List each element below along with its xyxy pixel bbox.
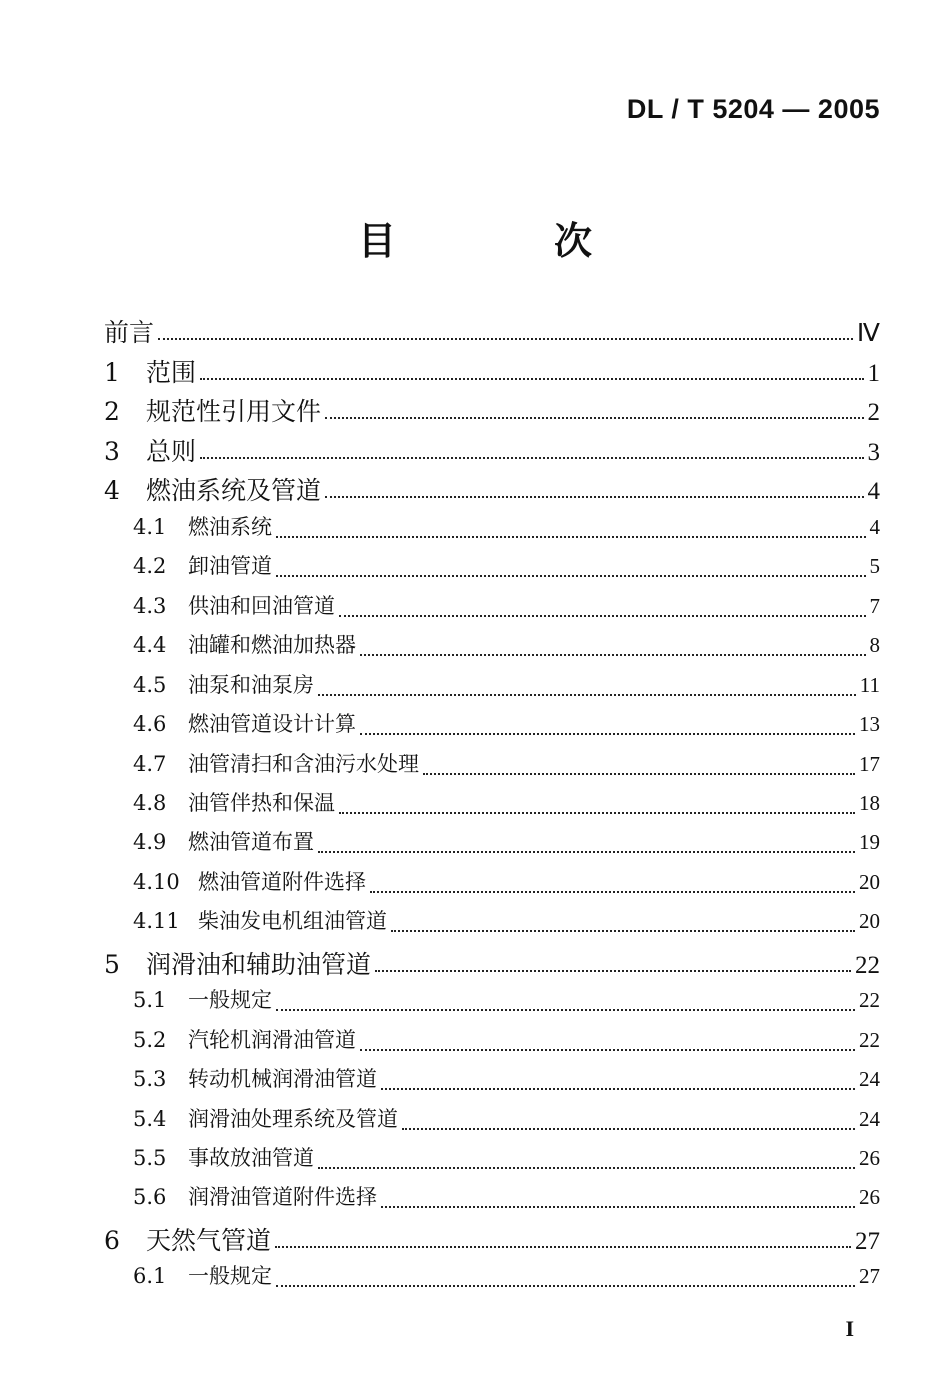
leader-dots [339, 615, 866, 617]
leader-dots [276, 1009, 855, 1011]
toc-entry-page: 18 [859, 791, 880, 815]
toc-entry[interactable] [133, 1181, 880, 1220]
toc-entry-number: 5.2 [133, 1028, 167, 1052]
toc-entry[interactable] [133, 669, 880, 708]
toc-title: 目 次 [357, 219, 652, 263]
toc-entry-number: 5.1 [133, 988, 167, 1012]
toc-entry-page: 2 [867, 399, 880, 426]
toc-entry-title: 柴油发电机组油管道 [198, 909, 387, 933]
toc-entry-page: 3 [867, 439, 880, 466]
toc-entry-number: 1 [104, 358, 120, 387]
toc-entry-number: 5.6 [133, 1185, 167, 1209]
toc-entry-title: 油管伴热和保温 [188, 791, 335, 815]
toc-entry[interactable] [104, 353, 880, 392]
toc-entry-page: 22 [855, 952, 880, 979]
toc-entry-page: 24 [859, 1107, 880, 1131]
toc-entry-title: 卸油管道 [188, 554, 272, 578]
toc-entry-title: 事故放油管道 [188, 1146, 314, 1170]
toc-entry[interactable] [104, 313, 880, 352]
leader-dots [381, 1206, 855, 1208]
toc-entry-title: 汽轮机润滑油管道 [188, 1028, 356, 1052]
toc-entry-page: Ⅳ [856, 320, 880, 347]
toc-entry-page: 4 [867, 478, 880, 505]
toc-entry[interactable] [133, 866, 880, 905]
toc-entry-number: 6 [104, 1226, 120, 1255]
toc-entry-title: 润滑油管道附件选择 [188, 1185, 377, 1209]
leader-dots [318, 694, 856, 696]
toc-entry-number: 2 [104, 397, 120, 426]
leader-dots [375, 970, 851, 972]
leader-dots [200, 457, 863, 459]
leader-dots [360, 654, 866, 656]
toc-entry-number: 4.10 [133, 870, 180, 894]
toc-entry-title: 油泵和油泵房 [188, 673, 314, 697]
leader-dots [423, 773, 855, 775]
toc-entry-number: 5.4 [133, 1107, 167, 1131]
leader-dots [276, 575, 866, 577]
toc-entry-number: 4.8 [133, 791, 167, 815]
toc-entry-number: 4.9 [133, 830, 167, 854]
toc-entry[interactable] [133, 748, 880, 787]
toc-entry[interactable] [133, 629, 880, 668]
toc-entry[interactable] [133, 550, 880, 589]
toc-entry-page: 4 [869, 515, 880, 539]
toc-entry-title: 燃油管道布置 [188, 830, 314, 854]
leader-dots [391, 930, 855, 932]
leader-dots [276, 536, 866, 538]
page-number: I [845, 1316, 854, 1341]
toc-entry[interactable] [104, 392, 880, 431]
leader-dots [381, 1088, 855, 1090]
leader-dots [402, 1128, 855, 1130]
toc-entry-page: 13 [859, 712, 880, 736]
toc-entry[interactable] [133, 1260, 880, 1299]
toc-entry-page: 27 [859, 1264, 880, 1288]
toc-entry-number: 4.11 [133, 909, 180, 933]
toc-entry-number: 4.3 [133, 594, 167, 618]
toc-entry-page: 1 [867, 360, 880, 387]
toc-entry-page: 22 [859, 1028, 880, 1052]
toc-entry-title: 燃油系统 [188, 515, 272, 539]
leader-dots [275, 1246, 851, 1248]
toc-entry-page: 27 [855, 1228, 880, 1255]
toc-entry-number: 4.7 [133, 752, 167, 776]
toc-entry-page: 8 [869, 633, 880, 657]
toc-entry[interactable] [133, 826, 880, 865]
leader-dots [360, 1049, 855, 1051]
toc-entry-number: 4.6 [133, 712, 167, 736]
leader-dots [339, 812, 855, 814]
toc-entry-title: 燃油系统及管道 [146, 476, 322, 505]
toc-entry[interactable] [133, 1103, 880, 1142]
toc-entry[interactable] [133, 984, 880, 1023]
toc-entry-number: 4.1 [133, 515, 167, 539]
toc-entry[interactable] [133, 1024, 880, 1063]
leader-dots [276, 1285, 855, 1287]
toc-entry-title: 前言 [104, 318, 155, 347]
toc-entry-title: 一般规定 [188, 988, 272, 1012]
toc-entry-number: 4.4 [133, 633, 167, 657]
toc-entry[interactable] [133, 1063, 880, 1102]
toc-entry[interactable] [133, 787, 880, 826]
leader-dots [318, 851, 855, 853]
leader-dots [360, 733, 855, 735]
toc-entry-title: 油管清扫和含油污水处理 [188, 752, 419, 776]
toc-entry-title: 油罐和燃油加热器 [188, 633, 356, 657]
toc-entry-page: 5 [869, 554, 880, 578]
toc-entry[interactable] [133, 708, 880, 747]
toc-entry[interactable] [133, 590, 880, 629]
toc-entry[interactable] [133, 1142, 880, 1181]
toc-entry[interactable] [104, 945, 880, 984]
toc-entry[interactable] [104, 432, 880, 471]
leader-dots [200, 378, 863, 380]
toc-entry-title: 润滑油处理系统及管道 [188, 1107, 398, 1131]
toc-entry[interactable] [104, 471, 880, 510]
toc-entry-title: 燃油管道设计计算 [188, 712, 356, 736]
toc-entry-title: 供油和回油管道 [188, 594, 335, 618]
toc-entry-title: 转动机械润滑油管道 [188, 1067, 377, 1091]
toc-entry-page: 20 [859, 909, 880, 933]
toc-entry-number: 5 [104, 950, 120, 979]
toc-entry-title: 范围 [146, 358, 197, 387]
toc-entry-page: 20 [859, 870, 880, 894]
leader-dots [325, 496, 863, 498]
toc-entry-number: 4.2 [133, 554, 167, 578]
toc-entry-page: 26 [859, 1185, 880, 1209]
leader-dots [325, 417, 863, 419]
toc-entry-page: 24 [859, 1067, 880, 1091]
toc-entry-number: 3 [104, 437, 120, 466]
toc-entry[interactable] [133, 511, 880, 550]
toc-entry-page: 7 [869, 594, 880, 618]
toc-entry[interactable] [104, 1221, 880, 1260]
toc-entry-page: 11 [859, 673, 880, 697]
toc-entry-title: 天然气管道 [146, 1226, 272, 1255]
toc-entry-number: 4.5 [133, 673, 167, 697]
toc-entry-number: 4 [104, 476, 120, 505]
toc-entry-page: 26 [859, 1146, 880, 1170]
toc-entry-page: 17 [859, 752, 880, 776]
toc-entry[interactable] [133, 905, 880, 944]
toc-entry-page: 19 [859, 830, 880, 854]
toc-entry-title: 燃油管道附件选择 [198, 870, 366, 894]
toc-entry-title: 总则 [146, 437, 197, 466]
toc-entry-page: 22 [859, 988, 880, 1012]
toc-entry-title: 一般规定 [188, 1264, 272, 1288]
toc-entry-title: 润滑油和辅助油管道 [146, 950, 372, 979]
toc-entry-title: 规范性引用文件 [146, 397, 322, 426]
leader-dots [318, 1167, 855, 1169]
document-code: DL / T 5204 — 2005 [626, 94, 880, 124]
toc-entry-number: 6.1 [133, 1264, 167, 1288]
toc-entry-number: 5.5 [133, 1146, 167, 1170]
leader-dots [158, 338, 853, 340]
leader-dots [370, 891, 855, 893]
toc-entry-number: 5.3 [133, 1067, 167, 1091]
